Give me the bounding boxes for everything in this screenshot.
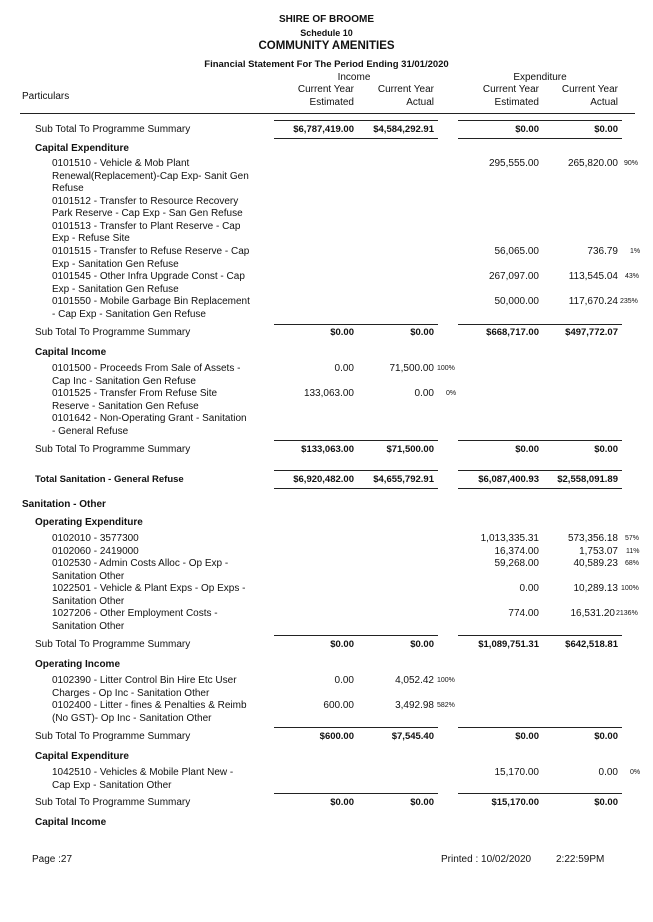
rule (274, 488, 358, 489)
percent: 235% (620, 298, 638, 305)
subtotal-value: $0.00 (594, 797, 618, 808)
subtotal-value: $6,787,419.00 (293, 124, 354, 135)
exp-actual: 0.00 (598, 767, 618, 778)
rule (358, 635, 438, 636)
section-heading: Operating Income (35, 659, 121, 670)
total-value: $2,558,091.89 (557, 474, 618, 485)
percent: 43% (625, 273, 640, 280)
rule (274, 138, 358, 139)
rule (542, 138, 622, 139)
rule (274, 324, 358, 325)
total-label: Total Sanitation - General Refuse (35, 474, 184, 485)
percent: 57% (625, 535, 640, 542)
rule (458, 470, 542, 471)
inc-est-header-2: Estimated (309, 97, 354, 108)
line-item: (No GST)- Op Inc - Sanitation Other (52, 712, 212, 724)
header-rule (20, 113, 635, 114)
group-heading: Sanitation - Other (22, 499, 106, 510)
exp-actual: 265,820.00 (567, 158, 618, 169)
subtotal-value: $600.00 (319, 731, 354, 742)
subtotal-value: $15,170.00 (491, 797, 539, 808)
line-item: 0102390 - Litter Control Bin Hire Etc User (52, 675, 237, 686)
inc-actual: 0.00 (414, 388, 434, 399)
line-item: - Cap Exp - Sanitation Gen Refuse (52, 308, 206, 320)
subtotal-value: $0.00 (515, 124, 539, 135)
rule (458, 488, 542, 489)
exp-actual: 40,589.23 (573, 558, 618, 569)
schedule-label: Schedule 10 (300, 28, 353, 38)
rule (542, 470, 622, 471)
rule (542, 488, 622, 489)
exp-estimated: 59,268.00 (494, 558, 539, 569)
subtotal-value: $133,063.00 (301, 444, 354, 455)
line-item: 0101525 - Transfer From Refuse Site (52, 388, 218, 399)
line-item: 1042510 - Vehicles & Mobile Plant New - (52, 767, 234, 778)
subtotal-value: $497,772.07 (565, 327, 618, 338)
inc-actual: 71,500.00 (389, 363, 434, 374)
exp-actual: 117,670.24 (568, 296, 618, 307)
section-heading: Capital Income (35, 347, 107, 358)
inc-estimated: 0.00 (334, 363, 354, 374)
exp-estimated: 0.00 (519, 583, 539, 594)
exp-actual: 113,545.04 (568, 271, 618, 282)
subtotal-value: $0.00 (594, 124, 618, 135)
subtotal-value: $0.00 (330, 327, 354, 338)
rule (358, 138, 438, 139)
line-item: Park Reserve - Cap Exp - San Gen Refuse (52, 208, 243, 219)
percent: 100% (437, 677, 455, 684)
subtotal-label: Sub Total To Programme Summary (35, 639, 191, 650)
line-item: Renewal(Replacement)-Cap Exp- Sanit Gen (52, 170, 249, 182)
rule (458, 793, 542, 794)
exp-actual: 573,356.18 (567, 533, 618, 544)
line-item: Exp - Refuse Site (52, 233, 130, 244)
rule (542, 324, 622, 325)
subtotal-value: $642,518.81 (565, 639, 618, 650)
rule (458, 440, 542, 441)
exp-estimated: 1,013,335.31 (480, 533, 539, 544)
percent: 0% (446, 390, 457, 397)
rule (274, 635, 358, 636)
exp-est-header-1: Current Year (482, 84, 539, 95)
line-item: Sanitation Other (52, 595, 125, 607)
total-value: $4,655,792.91 (373, 474, 434, 485)
subtotal-value: $1,089,751.31 (478, 639, 539, 650)
percent: 90% (624, 160, 639, 167)
percent: 0% (630, 769, 641, 776)
percent: 100% (621, 585, 639, 592)
inc-act-header-2: Actual (406, 97, 434, 108)
line-item: Charges - Op Inc - Sanitation Other (52, 687, 210, 699)
line-item: Exp - Sanitation Gen Refuse (52, 283, 179, 295)
line-item: Exp - Sanitation Gen Refuse (52, 258, 179, 270)
income-group-header: Income (337, 72, 371, 83)
section-heading: Capital Income (35, 817, 107, 828)
line-item: Cap Exp - Sanitation Other (52, 779, 172, 791)
rule (542, 793, 622, 794)
printed-date: Printed : 10/02/2020 (441, 854, 532, 865)
subtotal-label: Sub Total To Programme Summary (35, 444, 191, 455)
subtotal-value: $71,500.00 (386, 444, 434, 455)
exp-actual: 10,289.13 (573, 583, 618, 594)
exp-act-header-2: Actual (590, 97, 618, 108)
line-item: 0102010 - 3577300 (52, 533, 139, 544)
subtotal-value: $0.00 (594, 444, 618, 455)
line-item: 0101550 - Mobile Garbage Bin Replacement (52, 296, 250, 307)
line-item: - General Refuse (52, 425, 129, 437)
subtotal-value: $0.00 (515, 444, 539, 455)
section-heading: Capital Expenditure (35, 751, 129, 762)
rule (458, 324, 542, 325)
inc-act-header-1: Current Year (377, 84, 434, 95)
rule (542, 635, 622, 636)
line-item: 0101500 - Proceeds From Sale of Assets - (52, 363, 241, 374)
rule (274, 440, 358, 441)
exp-actual: 1,753.07 (579, 545, 618, 557)
rule (358, 120, 438, 121)
percent: 100% (437, 365, 455, 372)
total-value: $6,087,400.93 (478, 474, 539, 485)
inc-actual: 3,492.98 (395, 700, 434, 711)
subtotal-value: $4,584,292.91 (373, 124, 434, 135)
rule (358, 440, 438, 441)
line-item: 0101512 - Transfer to Resource Recovery (52, 195, 239, 207)
line-item: 0101545 - Other Infra Upgrade Const - Cap (52, 271, 245, 282)
page-number: Page :27 (32, 854, 73, 865)
rule (274, 727, 358, 728)
particulars-header: Particulars (22, 91, 70, 102)
inc-est-header-1: Current Year (297, 84, 354, 95)
subtotal-label: Sub Total To Programme Summary (35, 124, 191, 135)
rule (458, 120, 542, 121)
report-subtitle: Financial Statement For The Period Ending 31/01/2020 (204, 59, 449, 70)
line-item: Sanitation Other (52, 620, 125, 632)
inc-estimated: 133,063.00 (303, 388, 354, 399)
exp-estimated: 15,170.00 (494, 767, 539, 778)
inc-estimated: 0.00 (334, 675, 354, 686)
subtotal-value: $0.00 (410, 327, 434, 338)
line-item: Cap Inc - Sanitation Gen Refuse (52, 375, 196, 387)
subtotal-value: $668,717.00 (486, 327, 539, 338)
rule (358, 793, 438, 794)
total-value: $6,920,482.00 (293, 474, 354, 485)
inc-estimated: 600.00 (323, 700, 354, 711)
rule (274, 120, 358, 121)
percent: 582% (437, 702, 455, 709)
exp-est-header-2: Estimated (494, 97, 539, 108)
rule (358, 727, 438, 728)
subtotal-label: Sub Total To Programme Summary (35, 327, 191, 338)
subtotal-value: $0.00 (410, 639, 434, 650)
line-item: 0102400 - Litter - fines & Penalties & Reimb (52, 700, 247, 711)
line-item: 0102530 - Admin Costs Alloc - Op Exp - (52, 558, 229, 569)
rule (458, 727, 542, 728)
exp-estimated: 774.00 (508, 608, 539, 619)
exp-estimated: 16,374.00 (494, 545, 539, 557)
exp-estimated: 295,555.00 (488, 158, 539, 169)
line-item: 1022501 - Vehicle & Plant Exps - Op Exps - (52, 583, 246, 594)
exp-actual: 736.79 (587, 246, 618, 257)
exp-act-header-1: Current Year (561, 84, 618, 95)
line-item: Refuse (52, 183, 84, 194)
exp-estimated: 50,000.00 (494, 296, 539, 307)
line-item: 0102060 - 2419000 (52, 545, 139, 557)
exp-actual: 16,531.20 (570, 608, 615, 619)
line-item: Reserve - Sanitation Gen Refuse (52, 400, 199, 412)
rule (542, 120, 622, 121)
line-item: 1027206 - Other Employment Costs - (52, 608, 218, 619)
rule (274, 793, 358, 794)
subtotal-label: Sub Total To Programme Summary (35, 797, 191, 808)
subtotal-value: $0.00 (410, 797, 434, 808)
report-title: COMMUNITY AMENITIES (258, 40, 395, 52)
percent: 68% (625, 560, 640, 567)
inc-actual: 4,052.42 (395, 675, 434, 686)
subtotal-label: Sub Total To Programme Summary (35, 731, 191, 742)
rule (274, 470, 358, 471)
subtotal-value: $7,545.40 (391, 731, 434, 742)
rule (358, 470, 438, 471)
exp-estimated: 56,065.00 (494, 246, 539, 257)
expenditure-group-header: Expenditure (513, 72, 567, 83)
section-heading: Capital Expenditure (35, 143, 129, 154)
percent: 2136% (616, 610, 638, 617)
line-item: 0101510 - Vehicle & Mob Plant (52, 158, 190, 169)
line-item: 0101642 - Non-Operating Grant - Sanitation (52, 413, 247, 424)
rule (358, 488, 438, 489)
line-item: 0101515 - Transfer to Refuse Reserve - Cap (52, 246, 250, 257)
subtotal-value: $0.00 (594, 731, 618, 742)
rule (458, 138, 542, 139)
line-item: Sanitation Other (52, 570, 125, 582)
rule (542, 440, 622, 441)
percent: 11% (626, 547, 640, 555)
rule (542, 727, 622, 728)
subtotal-value: $0.00 (330, 639, 354, 650)
org-name: SHIRE OF BROOME (278, 14, 374, 25)
section-heading: Operating Expenditure (35, 517, 143, 528)
exp-estimated: 267,097.00 (488, 271, 539, 282)
percent: 1% (630, 248, 641, 255)
rule (458, 635, 542, 636)
line-item: 0101513 - Transfer to Plant Reserve - Cap (52, 220, 241, 232)
printed-time: 2:22:59PM (556, 854, 605, 865)
subtotal-value: $0.00 (330, 797, 354, 808)
subtotal-value: $0.00 (515, 731, 539, 742)
rule (358, 324, 438, 325)
